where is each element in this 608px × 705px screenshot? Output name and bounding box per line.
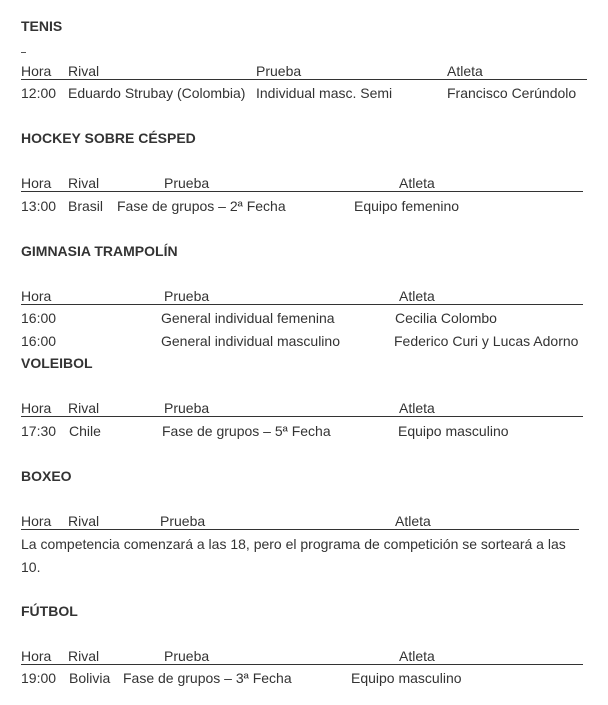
header-rule	[21, 529, 579, 530]
header-hora: Hora	[21, 648, 52, 664]
header-prueba: Prueba	[164, 648, 210, 664]
cell-prueba: General individual masculino	[161, 333, 340, 349]
section-title-gimnasia: GIMNASIA TRAMPOLÍN	[21, 243, 178, 259]
cell-prueba: Fase de grupos – 5ª Fecha	[162, 423, 331, 439]
header-rule	[21, 416, 583, 417]
header-hora: Hora	[21, 513, 52, 529]
header-hora: Hora	[21, 288, 52, 304]
section-title-hockey: HOCKEY SOBRE CÉSPED	[21, 130, 196, 146]
cell-rival: Chile	[69, 423, 101, 439]
cell-rival: Eduardo Strubay (Colombia)	[68, 85, 246, 101]
header-prueba: Prueba	[164, 175, 210, 191]
header-rival: Rival	[68, 648, 100, 664]
cell-prueba: Fase de grupos – 2ª Fecha	[117, 198, 286, 214]
cell-atleta: Federico Curi y Lucas Adorno	[394, 333, 579, 349]
cell-hora: 17:30	[21, 423, 57, 439]
boxeo-note: La competencia comenzará a las 18, pero el programa de competición se sorteará a las 10.	[21, 536, 566, 575]
header-hora: Hora	[21, 400, 52, 416]
header-atleta: Atleta	[399, 648, 435, 664]
cell-rival: Bolivia	[69, 670, 111, 686]
stray-mark	[21, 52, 26, 53]
header-atleta: Atleta	[399, 400, 435, 416]
header-atleta: Atleta	[399, 288, 435, 304]
cell-atleta: Equipo masculino	[351, 670, 462, 686]
header-rival: Rival	[68, 513, 100, 529]
header-prueba: Prueba	[164, 288, 210, 304]
cell-prueba: General individual femenina	[161, 310, 335, 326]
cell-hora: 12:00	[21, 85, 57, 101]
cell-atleta: Equipo femenino	[354, 198, 460, 214]
header-prueba: Prueba	[164, 400, 210, 416]
header-rival: Rival	[68, 175, 100, 191]
header-rule	[21, 79, 587, 80]
cell-hora: 16:00	[21, 333, 57, 349]
header-rule	[21, 664, 583, 665]
header-rule	[21, 191, 583, 192]
cell-atleta: Francisco Cerúndolo	[447, 85, 577, 101]
cell-hora: 13:00	[21, 198, 57, 214]
header-atleta: Atleta	[399, 175, 435, 191]
header-rival: Rival	[68, 63, 100, 79]
header-rival: Rival	[68, 400, 100, 416]
cell-rival: Brasil	[68, 198, 104, 214]
header-hora: Hora	[21, 175, 52, 191]
header-prueba: Prueba	[256, 63, 302, 79]
cell-prueba: Individual masc. Semi	[256, 85, 393, 101]
cell-hora: 19:00	[21, 670, 57, 686]
cell-prueba: Fase de grupos – 3ª Fecha	[123, 670, 292, 686]
cell-atleta: Equipo masculino	[398, 423, 509, 439]
cell-atleta: Cecilia Colombo	[395, 310, 497, 326]
header-prueba: Prueba	[160, 513, 206, 529]
section-title-voleibol: VOLEIBOL	[21, 355, 93, 371]
header-hora: Hora	[21, 63, 52, 79]
header-rule	[21, 304, 583, 305]
section-title-boxeo: BOXEO	[21, 468, 72, 484]
section-title-tenis: TENIS	[21, 18, 63, 34]
header-atleta: Atleta	[395, 513, 431, 529]
cell-hora: 16:00	[21, 310, 57, 326]
header-atleta: Atleta	[447, 63, 483, 79]
section-title-futbol: FÚTBOL	[21, 603, 78, 619]
